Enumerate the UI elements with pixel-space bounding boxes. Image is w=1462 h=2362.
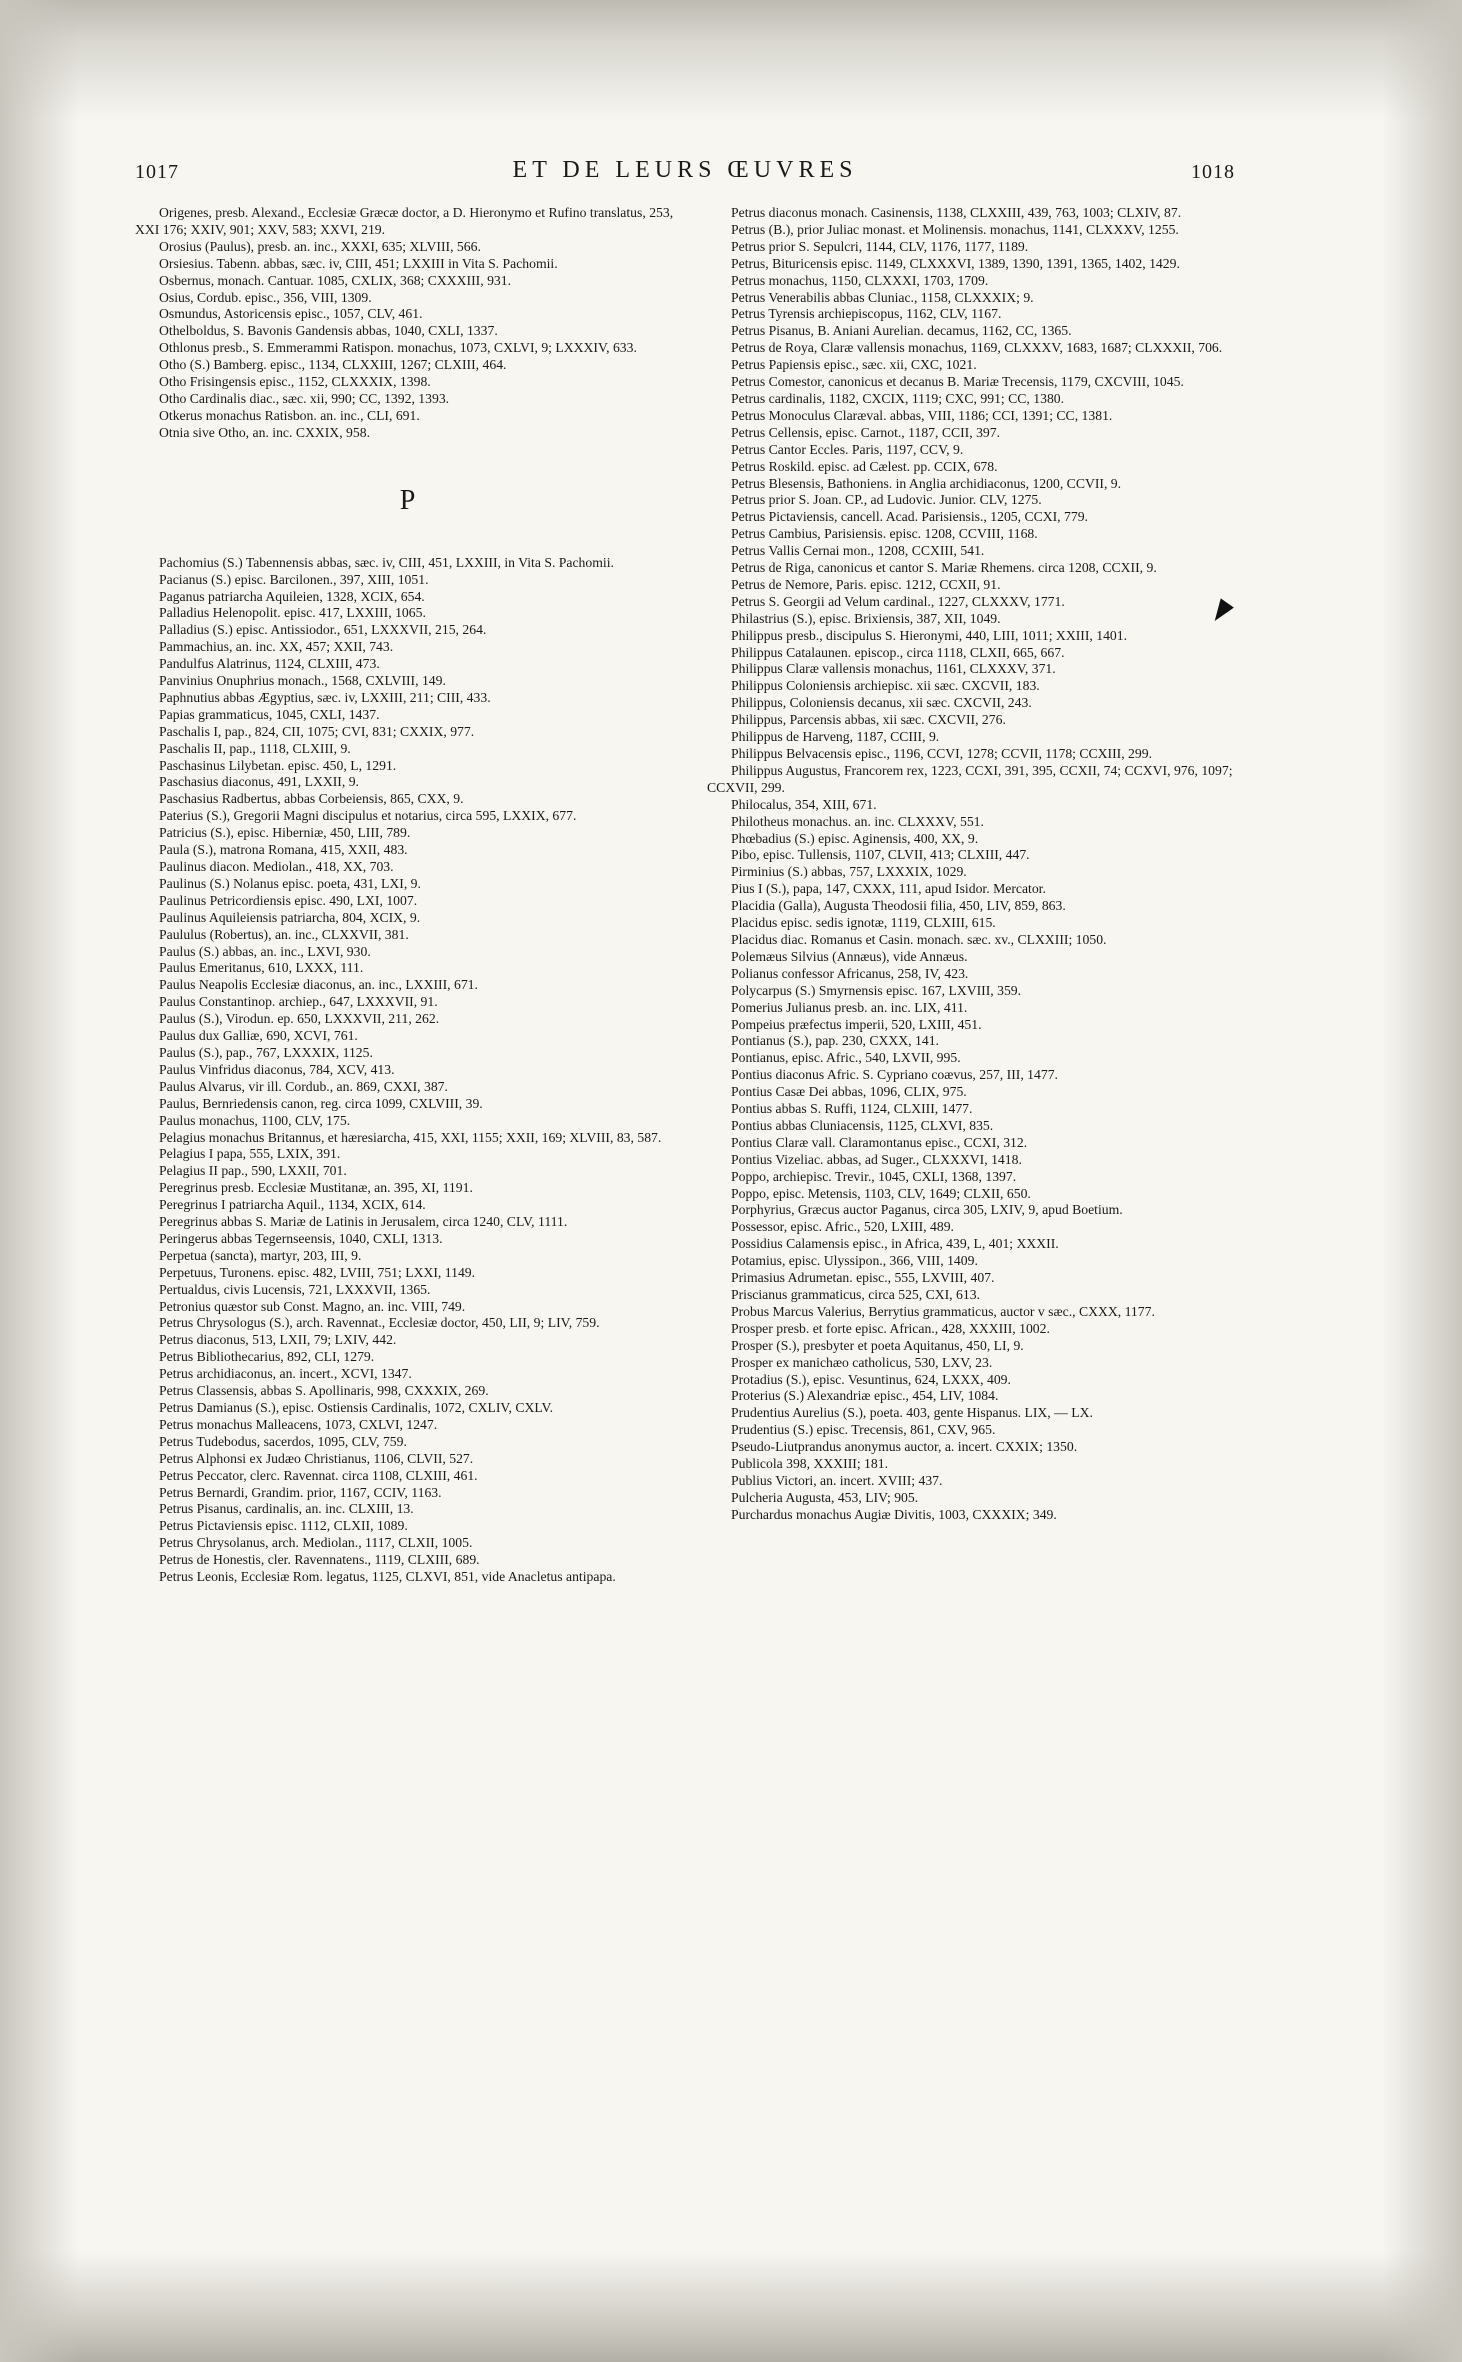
index-entry: Peregrinus presb. Ecclesiæ Mustitanæ, an. 395, XI, 1191.: [159, 1180, 473, 1196]
index-entry: Prosper (S.), presbyter et poeta Aquitanus, 450, LI, 9.: [731, 1337, 1024, 1353]
index-entry: Pontianus (S.), pap. 230, CXXX, 141.: [731, 1033, 939, 1049]
index-entry: Publius Victori, an. incert. XVIII; 437.: [731, 1472, 943, 1488]
index-entry: Protadius (S.), episc. Vesuntinus, 624, LXXX, 409.: [731, 1371, 1011, 1387]
left-column: [135, 205, 680, 1586]
index-entry: Paterius (S.), Gregorii Magni discipulus et notarius, circa 595, LXXIX, 677.: [159, 808, 577, 824]
index-entry: Petrus Papiensis episc., sæc. xii, CXC, 1021.: [731, 357, 977, 373]
index-entry: Perpetua (sancta), martyr, 203, III, 9.: [159, 1247, 362, 1263]
index-entry: Petrus prior S. Joan. CP., ad Ludovic. Junior. CLV, 1275.: [731, 492, 1042, 508]
index-entry: Pelagius I papa, 555, LXIX, 391.: [159, 1146, 341, 1162]
index-entry: Petrus prior S. Sepulcri, 1144, CLV, 1176, 1177, 1189.: [731, 238, 1029, 254]
index-entry: Possidius Calamensis episc., in Africa, 439, L, 401; XXXII.: [731, 1236, 1059, 1252]
index-entry: Paulinus diacon. Mediolan., 418, XX, 703.: [159, 859, 394, 874]
scan-shadow-top: [0, 0, 1462, 120]
index-entry: Palladius Helenopolit. episc. 417, LXXIII, 1065.: [159, 605, 426, 621]
index-entry: Petrus Pisanus, cardinalis, an. inc. CLXIII, 13.: [159, 1501, 414, 1517]
index-entry: Philotheus monachus. an. inc. CLXXXV, 551.: [731, 813, 984, 829]
index-entry: Philastrius (S.), episc. Brixiensis, 387, XII, 1049.: [731, 610, 1001, 626]
index-entry: Pelagius monachus Britannus, et hæresiarcha, 415, XXI, 1155; XXII, 169; XLVIII, 83, 587.: [159, 1129, 662, 1145]
index-entry: Prosper presb. et forte episc. African., 428, XXXIII, 1002.: [731, 1320, 1050, 1336]
index-entry: Petrus Monoculus Claræval. abbas, VIII, 1186; CCI, 1391; CC, 1381.: [731, 407, 1113, 423]
index-entry: Otho Frisingensis episc., 1152, CLXXXIX, 1398.: [159, 374, 431, 390]
index-entry: Pontius Casæ Dei abbas, 1096, CLIX, 975.: [731, 1084, 967, 1100]
index-entry: Philippus presb., discipulus S. Hieronymi, 440, LIII, 1011; XXIII, 1401.: [731, 627, 1128, 643]
index-entry: Petrus Tudebodus, sacerdos, 1095, CLV, 759.: [159, 1433, 407, 1449]
scan-shadow-left: [0, 0, 80, 2362]
section-letter: P: [399, 484, 416, 516]
index-entry: Osius, Cordub. episc., 356, VIII, 1309.: [159, 289, 372, 305]
index-entry: Paulus Constantinop. archiep., 647, LXXXVII, 91.: [159, 994, 438, 1010]
index-entry: Papias grammaticus, 1045, CXLI, 1437.: [159, 706, 380, 722]
index-entry: Petrus monachus, 1150, CLXXXI, 1703, 1709.: [731, 272, 989, 288]
index-entry: Purchardus monachus Augiæ Divitis, 1003, CXXXIX; 349.: [731, 1506, 1057, 1522]
index-entry: Paulus dux Galliæ, 690, XCVI, 761.: [159, 1028, 358, 1044]
index-entry: Paulus monachus, 1100, CLV, 175.: [159, 1112, 351, 1128]
index-entry: Petrus Vallis Cernai mon., 1208, CCXIII, 541.: [731, 543, 985, 559]
index-entry: Petrus Pisanus, B. Aniani Aurelian. decamus, 1162, CC, 1365.: [731, 323, 1072, 339]
index-entry: Paulus Neapolis Ecclesiæ diaconus, an. inc., LXXIII, 671.: [159, 977, 478, 993]
index-entry: Philippus Augustus, Francorem rex, 1223, CCXI, 391, 395, CCXII, 74; CCXVI, 976, 1097; CCXVII, 299.: [707, 762, 1233, 795]
index-entry: Paschasius diaconus, 491, LXXII, 9.: [159, 774, 359, 790]
index-entry: Phœbadius (S.) episc. Aginensis, 400, XX, 9.: [731, 830, 979, 846]
index-entry: Polemæus Silvius (Annæus), vide Annæus.: [731, 948, 968, 964]
index-entry: Petrus Alphonsi ex Judæo Christianus, 1106, CLVII, 527.: [159, 1450, 474, 1466]
index-entry: Petrus de Riga, canonicus et cantor S. Mariæ Rhemens. circa 1208, CCXII, 9.: [731, 560, 1157, 576]
index-entry: Polycarpus (S.) Smyrnensis episc. 167, LXVIII, 359.: [731, 982, 1022, 998]
index-entry: Primasius Adrumetan. episc., 555, LXVIII, 407.: [731, 1270, 995, 1286]
index-entry: Petrus de Honestis, cler. Ravennatens., 1119, CLXIII, 689.: [159, 1552, 480, 1568]
page-number-right: 1018: [1191, 161, 1235, 183]
page-number-left: 1017: [135, 161, 179, 183]
index-entry: Petrus diaconus monach. Casinensis, 1138, CLXXIII, 439, 763, 1003; CLXIV, 87.: [731, 205, 1182, 220]
index-entry: Paula (S.), matrona Romana, 415, XXII, 483.: [159, 842, 408, 858]
index-entry: Placidia (Galla), Augusta Theodosii filia, 450, LIV, 859, 863.: [731, 898, 1066, 914]
index-entry: Pseudo-Liutprandus anonymus auctor, a. incert. CXXIX; 1350.: [731, 1439, 1078, 1455]
index-entry: Petrus Peccator, clerc. Ravennat. circa 1108, CLXIII, 461.: [159, 1467, 478, 1483]
index-entry: Paulinus Aquileiensis patriarcha, 804, XCIX, 9.: [159, 909, 421, 925]
index-entry: Petrus, Bituricensis episc. 1149, CLXXXVI, 1389, 1390, 1391, 1365, 1402, 1429.: [731, 255, 1180, 271]
index-entry: Petrus Chrysolanus, arch. Mediolan., 1117, CLXII, 1005.: [159, 1535, 473, 1551]
index-entry: Petrus S. Georgii ad Velum cardinal., 1227, CLXXXV, 1771.: [731, 593, 1065, 609]
index-entry: Otnia sive Otho, an. inc. CXXIX, 958.: [159, 424, 370, 440]
index-entry: Pomerius Julianus presb. an. inc. LIX, 411.: [731, 999, 968, 1015]
index-entry: Otho (S.) Bamberg. episc., 1134, CLXXIII, 1267; CLXIII, 464.: [159, 357, 507, 373]
index-entry: Pontius abbas S. Ruffi, 1124, CLXIII, 1477.: [731, 1101, 973, 1117]
index-entry: Petrus (B.), prior Juliac monast. et Molinensis. monachus, 1141, CLXXXV, 1255.: [731, 221, 1179, 237]
index-entry: Palladius (S.) episc. Antissiodor., 651, LXXXVII, 215, 264.: [159, 622, 487, 638]
index-entry: Petrus Comestor, canonicus et decanus B. Mariæ Trecensis, 1179, CXCVIII, 1045.: [731, 374, 1184, 390]
index-entry: Pontius Claræ vall. Claramontanus episc., CCXI, 312.: [731, 1134, 1028, 1150]
index-entry: Paschasinus Lilybetan. episc. 450, L, 1291.: [159, 757, 397, 773]
index-entry: Peregrinus I patriarcha Aquil., 1134, XCIX, 614.: [159, 1197, 426, 1213]
index-entry: Paulus (S.) abbas, an. inc., LXVI, 930.: [159, 943, 371, 959]
index-entry: Poppo, episc. Metensis, 1103, CLV, 1649; CLXII, 650.: [731, 1185, 1031, 1201]
index-entry: Potamius, episc. Ulyssipon., 366, VIII, 1409.: [731, 1253, 978, 1269]
index-entry: Petrus de Roya, Claræ vallensis monachus, 1169, CLXXXV, 1683, 1687; CLXXXII, 706.: [731, 340, 1223, 356]
index-entry: Otho Cardinalis diac., sæc. xii, 990; CC, 1392, 1393.: [159, 390, 450, 406]
index-entry: Philippus, Parcensis abbas, xii sæc. CXCVII, 276.: [731, 712, 1006, 728]
index-entry: Petrus Cantor Eccles. Paris, 1197, CCV, 9.: [731, 441, 964, 457]
index-entry: Pertualdus, civis Lucensis, 721, LXXXVII, 1365.: [159, 1281, 431, 1297]
index-entry: Porphyrius, Græcus auctor Paganus, circa 305, LXIV, 9, apud Boetium.: [731, 1202, 1123, 1218]
index-entry: Othelboldus, S. Bavonis Gandensis abbas, 1040, CXLI, 1337.: [159, 323, 498, 339]
index-entry: Petronius quæstor sub Const. Magno, an. inc. VIII, 749.: [159, 1298, 466, 1314]
index-entry: Paulus Vinfridus diaconus, 784, XCV, 413.: [159, 1061, 395, 1077]
index-entry: Patricius (S.), episc. Hiberniæ, 450, LIII, 789.: [159, 825, 411, 841]
index-entry: Petrus Roskild. episc. ad Cælest. pp. CCIX, 678.: [731, 458, 998, 474]
index-entry: Prudentius Aurelius (S.), poeta. 403, gente Hispanus. LIX, — LX.: [731, 1405, 1093, 1421]
index-entry: Paschalis I, pap., 824, CII, 1075; CVI, 831; CXXIX, 977.: [159, 723, 475, 739]
index-entry: Proterius (S.) Alexandriæ episc., 454, LIV, 1084.: [731, 1388, 999, 1404]
index-entry: Petrus Tyrensis archiepiscopus, 1162, CLV, 1167.: [731, 306, 1002, 322]
index-entry: Paschasius Radbertus, abbas Corbeiensis, 865, CXX, 9.: [159, 791, 464, 807]
index-entry: Philippus Belvacensis episc., 1196, CCVI, 1278; CCVII, 1178; CCXIII, 299.: [731, 746, 1152, 761]
index-entry: Philippus Catalaunen. episcop., circa 1118, CLXII, 665, 667.: [731, 644, 1065, 660]
index-entry: Petrus Bernardi, Grandim. prior, 1167, CCIV, 1163.: [159, 1484, 442, 1500]
scan-shadow-bottom: [0, 2252, 1462, 2362]
index-entry: Petrus Pictaviensis episc. 1112, CLXII, 1089.: [159, 1518, 408, 1534]
index-entry: Pulcheria Augusta, 453, LIV; 905.: [731, 1489, 919, 1505]
index-entry: Paulus (S.), pap., 767, LXXXIX, 1125.: [159, 1044, 373, 1060]
index-entry: Osmundus, Astoricensis episc., 1057, CLV, 461.: [159, 306, 423, 322]
index-entry: Paganus patriarcha Aquileien, 1328, XCIX, 654.: [159, 588, 425, 604]
index-entry: Pachomius (S.) Tabennensis abbas, sæc. iv, CIII, 451, LXXIII, in Vita S. Pachomii.: [159, 554, 614, 570]
index-entry: Polianus confessor Africanus, 258, IV, 423.: [731, 965, 969, 981]
index-entry: Philocalus, 354, XIII, 671.: [731, 796, 877, 812]
index-entry: Petrus cardinalis, 1182, CXCIX, 1119; CXC, 991; CC, 1380.: [731, 390, 1065, 406]
index-entry: Prudentius (S.) episc. Trecensis, 861, CXV, 965.: [731, 1422, 996, 1438]
index-entry: Peregrinus abbas S. Mariæ de Latinis in Jerusalem, circa 1240, CLV, 1111.: [159, 1214, 568, 1230]
index-entry: Osbernus, monach. Cantuar. 1085, CXLIX, 368; CXXXIII, 931.: [159, 272, 512, 288]
index-entry: Pirminius (S.) abbas, 757, LXXXIX, 1029.: [731, 864, 967, 880]
index-entry: Petrus Chrysologus (S.), arch. Ravennat., Ecclesiæ doctor, 450, LII, 9; LIV, 759.: [159, 1315, 600, 1331]
index-entry: Pontius Vizeliac. abbas, ad Suger., CLXXXVI, 1418.: [731, 1151, 1022, 1167]
index-entry: Petrus archidiaconus, an. incert., XCVI, 1347.: [159, 1366, 412, 1382]
index-entry: Petrus de Nemore, Paris. episc. 1212, CCXII, 91.: [731, 576, 1001, 592]
index-entry: Petrus Bibliothecarius, 892, CLI, 1279.: [159, 1349, 375, 1365]
index-entry: Paulus (S.), Virodun. ep. 650, LXXXVII, 211, 262.: [159, 1011, 440, 1027]
index-entry: Petrus Damianus (S.), episc. Ostiensis Cardinalis, 1072, CXLIV, CXLV.: [159, 1400, 554, 1415]
index-entry: Paulinus Petricordiensis episc. 490, LXI, 1007.: [159, 892, 418, 908]
index-entry: Pandulfus Alatrinus, 1124, CLXIII, 473.: [159, 656, 380, 672]
index-entry: Petrus diaconus, 513, LXII, 79; LXIV, 442.: [159, 1332, 397, 1348]
index-entry: Philippus, Coloniensis decanus, xii sæc. CXCVII, 243.: [731, 695, 1032, 711]
index-entry: Possessor, episc. Afric., 520, LXIII, 489.: [731, 1219, 954, 1235]
index-entry: Philippus Coloniensis archiepisc. xii sæc. CXCVII, 183.: [731, 678, 1040, 694]
index-entry: Orosius (Paulus), presb. an. inc., XXXI, 635; XLVIII, 566.: [159, 238, 481, 254]
index-entry: Petrus Blesensis, Bathoniens. in Anglia archidiaconus, 1200, CCVII, 9.: [731, 475, 1122, 491]
index-entry: Pacianus (S.) episc. Barcilonen., 397, XIII, 1051.: [159, 571, 429, 587]
index-entry: Paulus Emeritanus, 610, LXXX, 111.: [159, 960, 364, 976]
index-entry: Petrus Classensis, abbas S. Apollinaris, 998, CXXXIX, 269.: [159, 1383, 489, 1399]
index-entry: Petrus monachus Malleacens, 1073, CXLVI, 1247.: [159, 1416, 438, 1432]
index-entry: Placidus episc. sedis ignotæ, 1119, CLXIII, 615.: [731, 915, 996, 931]
index-entry: Petrus Pictaviensis, cancell. Acad. Parisiensis., 1205, CCXI, 779.: [731, 509, 1088, 525]
index-entry: Panvinius Onuphrius monach., 1568, CXLVIII, 149.: [159, 673, 446, 689]
index-entry: Origenes, presb. Alexand., Ecclesiæ Græcæ doctor, a D. Hieronymo et Rufino translatus, 253, XXI 176; XXIV, 901; XXV, 583; XXVI, 219.: [135, 205, 674, 237]
index-entry: Petrus Venerabilis abbas Cluniac., 1158, CLXXXIX; 9.: [731, 289, 1034, 305]
index-entry: Pelagius II pap., 590, LXXII, 701.: [159, 1163, 347, 1179]
index-entry: Pontius abbas Cluniacensis, 1125, CLXVI, 835.: [731, 1117, 994, 1133]
index-entry: Publicola 398, XXXIII; 181.: [731, 1456, 889, 1472]
index-entry: Othlonus presb., S. Emmerammi Ratispon. monachus, 1073, CXLVI, 9; LXXXIV, 633.: [159, 340, 637, 356]
index-entry: Perpetuus, Turonens. episc. 482, LVIII, 751; LXXI, 1149.: [159, 1264, 476, 1280]
index-entry: Paulinus (S.) Nolanus episc. poeta, 431, LXI, 9.: [159, 875, 421, 891]
index-entry: Philippus de Harveng, 1187, CCIII, 9.: [731, 729, 940, 745]
index-entry: Paschalis II, pap., 1118, CLXIII, 9.: [159, 740, 351, 756]
index-entry: Petrus Cellensis, episc. Carnot., 1187, CCII, 397.: [731, 424, 1001, 440]
index-entry: Prosper ex manichæo catholicus, 530, LXV, 23.: [731, 1354, 993, 1370]
index-entry: Orsiesius. Tabenn. abbas, sæc. iv, CIII, 451; LXXIII in Vita S. Pachomii.: [159, 255, 558, 271]
entries-p: [135, 555, 680, 1586]
right-column: [707, 205, 1252, 1524]
index-entry: Pibo, episc. Tullensis, 1107, CLVII, 413; CLXIII, 447.: [731, 847, 1030, 863]
index-entry: Paululus (Robertus), an. inc., CLXXVII, 381.: [159, 926, 409, 942]
index-entry: Probus Marcus Valerius, Berrytius grammaticus, auctor v sæc., CXXX, 1177.: [731, 1303, 1155, 1319]
page-header: [135, 155, 1235, 195]
index-entry: Otkerus monachus Ratisbon. an. inc., CLI, 691.: [159, 407, 420, 423]
scan-shadow-right: [1382, 0, 1462, 2362]
index-entry: Paulus, Bernriedensis canon, reg. circa 1099, CXLVIII, 39.: [159, 1095, 483, 1111]
index-entry: Pontius diaconus Afric. S. Cypriano coævus, 257, III, 1477.: [731, 1067, 1058, 1083]
index-entry: Paphnutius abbas Ægyptius, sæc. iv, LXXIII, 211; CIII, 433.: [159, 689, 491, 705]
index-entry: Pius I (S.), papa, 147, CXXX, 111, apud Isidor. Mercator.: [731, 881, 1046, 897]
index-entry: Philippus Claræ vallensis monachus, 1161, CLXXXV, 371.: [731, 661, 1056, 677]
index-entry: Petrus Cambius, Parisiensis. episc. 1208, CCVIII, 1168.: [731, 526, 1038, 542]
index-entry: Pompeius præfectus imperii, 520, LXIII, 451.: [731, 1016, 982, 1032]
index-entry: Priscianus grammaticus, circa 525, CXI, 613.: [731, 1287, 980, 1302]
index-entry: Petrus Leonis, Ecclesiæ Rom. legatus, 1125, CLXVI, 851, vide Anacletus antipapa.: [159, 1569, 616, 1585]
entries-o: [135, 205, 680, 442]
index-entry: Peringerus abbas Tegernseensis, 1040, CXLI, 1313.: [159, 1230, 443, 1246]
running-title: ET DE LEURS ŒUVRES: [512, 157, 858, 183]
index-entry: Pontianus, episc. Afric., 540, LXVII, 995.: [731, 1050, 961, 1066]
index-entry: Paulus Alvarus, vir ill. Cordub., an. 869, CXXI, 387.: [159, 1078, 448, 1094]
index-entry: Placidus diac. Romanus et Casin. monach. sæc. xv., CLXXIII; 1050.: [731, 931, 1107, 947]
index-entry: Pammachius, an. inc. XX, 457; XXII, 743.: [159, 639, 394, 655]
index-entry: Poppo, archiepisc. Trevir., 1045, CXLI, 1368, 1397.: [731, 1168, 1017, 1184]
